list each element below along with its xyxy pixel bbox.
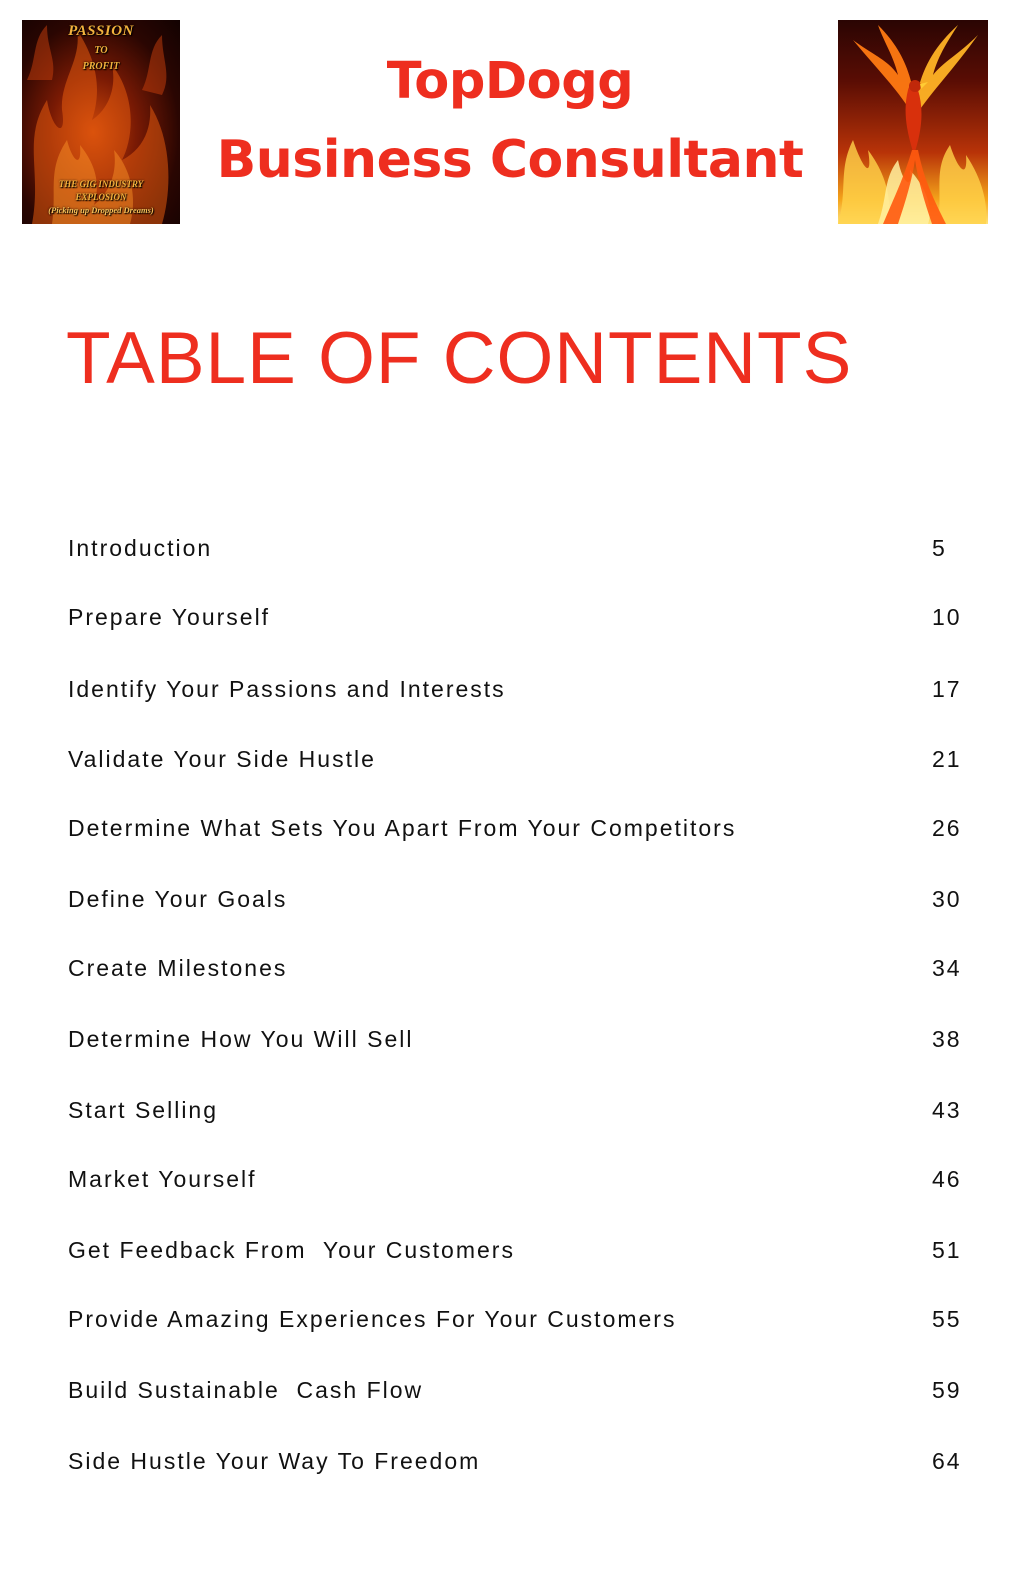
toc-entry-page: 34 (932, 955, 962, 981)
toc-entry-page: 5 (932, 535, 947, 561)
toc-entry[interactable] (68, 1024, 972, 1054)
toc-entry[interactable] (68, 1375, 972, 1405)
toc-entry[interactable] (68, 602, 972, 632)
toc-entry-label: Side Hustle Your Way To Freedom (68, 1448, 481, 1474)
toc-entry-label: Market Yourself (68, 1166, 257, 1192)
toc-entry-label: Identify Your Passions and Interests (68, 676, 506, 702)
toc-entry-page: 51 (932, 1237, 962, 1263)
toc-entry-page: 46 (932, 1166, 962, 1192)
toc-entry[interactable] (68, 953, 972, 983)
toc-entry[interactable] (68, 1235, 972, 1265)
toc-entry[interactable] (68, 813, 972, 843)
toc-entry[interactable] (68, 1304, 972, 1334)
toc-entry-label: Build Sustainable Cash Flow (68, 1377, 424, 1403)
toc-entry-label: Create Milestones (68, 955, 288, 981)
toc-entry-label: Determine What Sets You Apart From Your Competitors (68, 815, 737, 841)
toc-title: TABLE OF CONTENTS (66, 318, 853, 399)
toc-entry[interactable] (68, 1095, 972, 1125)
toc-entry-label: Determine How You Will Sell (68, 1026, 414, 1052)
toc-entry-label: Define Your Goals (68, 886, 288, 912)
toc-entry[interactable] (68, 1446, 972, 1476)
toc-entry-page: 10 (932, 604, 962, 630)
toc-entry[interactable] (68, 533, 972, 563)
toc-entry-label: Start Selling (68, 1097, 219, 1123)
toc-entry-page: 55 (932, 1306, 962, 1332)
toc-entry[interactable] (68, 884, 972, 914)
toc-entry-page: 59 (932, 1377, 962, 1403)
toc-entry-label: Validate Your Side Hustle (68, 746, 376, 772)
toc-entry-page: 21 (932, 746, 962, 772)
toc-list (68, 0, 972, 1583)
cover-title-to: TO (94, 45, 108, 56)
cover-subtitle-line-2: EXPLOSION (75, 192, 127, 202)
cover-title-profit: PROFIT (82, 61, 120, 72)
toc-entry-label: Introduction (68, 535, 213, 561)
cover-subtitle-line-1: THE GIG INDUSTRY (58, 179, 144, 189)
toc-entry[interactable] (68, 674, 972, 704)
toc-entry-page: 38 (932, 1026, 962, 1052)
toc-entry-page: 64 (932, 1448, 962, 1474)
cover-title-passion: PASSION (68, 23, 134, 39)
toc-entry-page: 30 (932, 886, 962, 912)
toc-entry-page: 17 (932, 676, 962, 702)
brand-tagline: Business Consultant (216, 130, 804, 190)
cover-subtitle-line-3: (Picking up Dropped Dreams) (48, 205, 154, 215)
toc-entry-page: 26 (932, 815, 962, 841)
toc-entry-label: Get Feedback From Your Customers (68, 1237, 515, 1263)
toc-entry-page: 43 (932, 1097, 962, 1123)
brand-name: TopDogg (386, 52, 634, 111)
toc-entry[interactable] (68, 1164, 972, 1194)
toc-entry-label: Prepare Yourself (68, 604, 271, 630)
toc-entry-label: Provide Amazing Experiences For Your Customers (68, 1306, 677, 1332)
toc-entry[interactable] (68, 744, 972, 774)
